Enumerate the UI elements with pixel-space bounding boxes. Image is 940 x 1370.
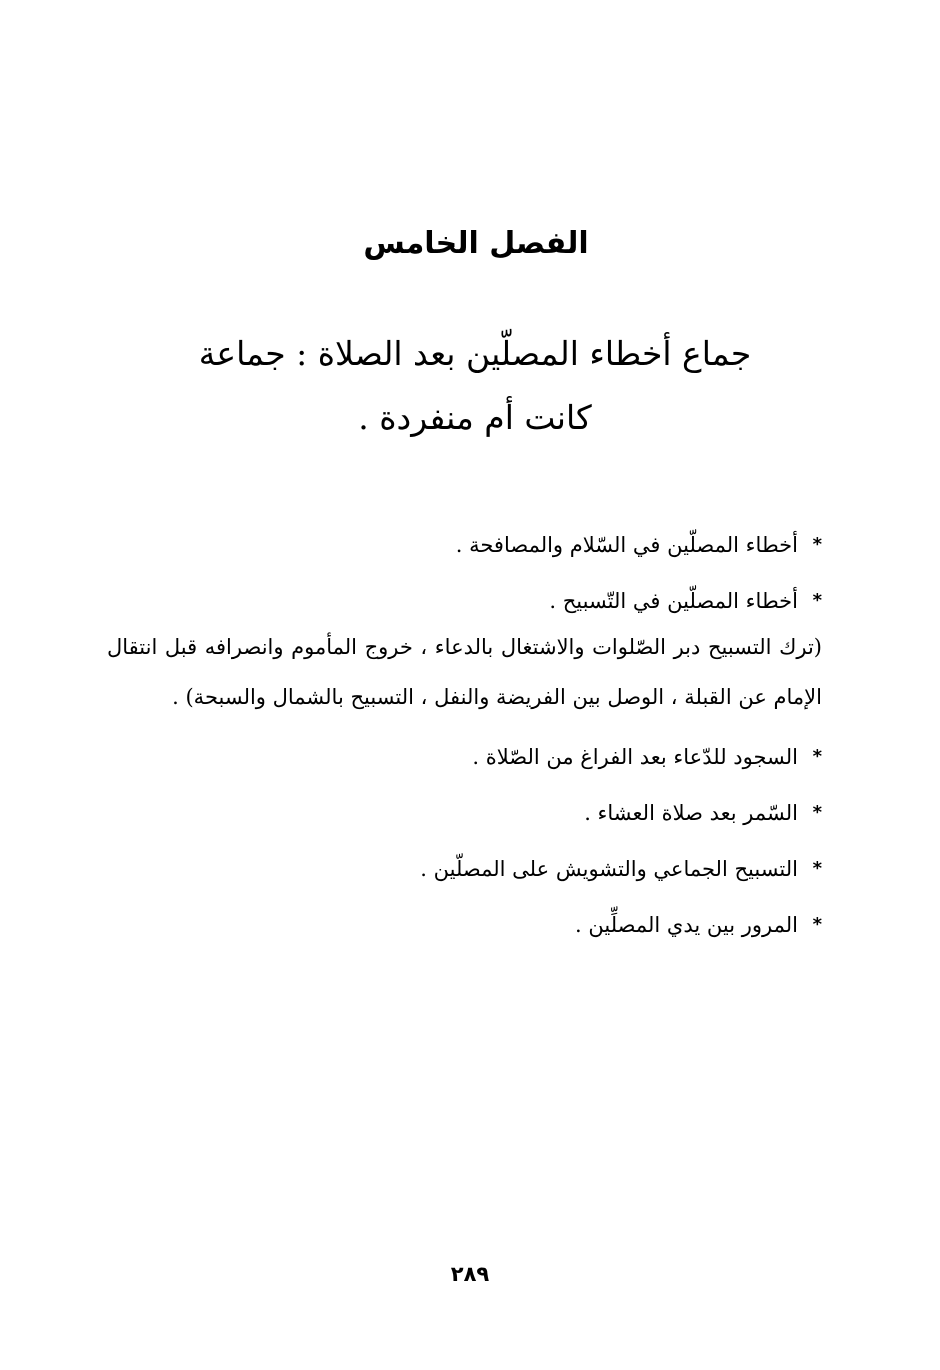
list-item — [107, 900, 822, 950]
asterisk-bullet: * — [812, 590, 822, 611]
list-item-text: التسبيح الجماعي والتشويش على المصلّين . — [420, 857, 798, 881]
list-item-text: السّمر بعد صلاة العشاء . — [584, 801, 798, 825]
asterisk-bullet: * — [812, 914, 822, 935]
list-item — [107, 520, 822, 570]
list-item-text: أخطاء المصلّين في التّسبيح . — [549, 589, 798, 613]
list-item-text: أخطاء المصلّين في السّلام والمصافحة . — [455, 533, 798, 557]
list-item — [107, 576, 822, 626]
list-item — [107, 844, 822, 894]
tasbih-details-note: (ترك التسبيح دبر الصّلوات والاشتغال بالدعاء ، خروج المأموم وانصرافه قبل انتقال الإمام عن القبلة ، الوصل بين الفريضة والنفل ، التسبيح بالشمال والسبحة) . — [107, 635, 822, 709]
topic-list — [107, 520, 822, 956]
section-title: جماع أخطاء المصلّين بعد الصلاة : جماعة كانت أم منفردة . — [198, 334, 752, 437]
list-item — [107, 732, 822, 782]
list-item-text: المرور بين يدي المصلِّين . — [575, 913, 798, 937]
asterisk-bullet: * — [812, 746, 822, 767]
page-number: ٢٨٩ — [450, 1262, 490, 1286]
list-item — [107, 788, 822, 838]
asterisk-bullet: * — [812, 858, 822, 879]
asterisk-bullet: * — [812, 534, 822, 555]
list-item-text: السجود للدّعاء بعد الفراغ من الصّلاة . — [472, 745, 798, 769]
chapter-title: الفصل الخامس — [363, 226, 589, 261]
asterisk-bullet: * — [812, 802, 822, 823]
